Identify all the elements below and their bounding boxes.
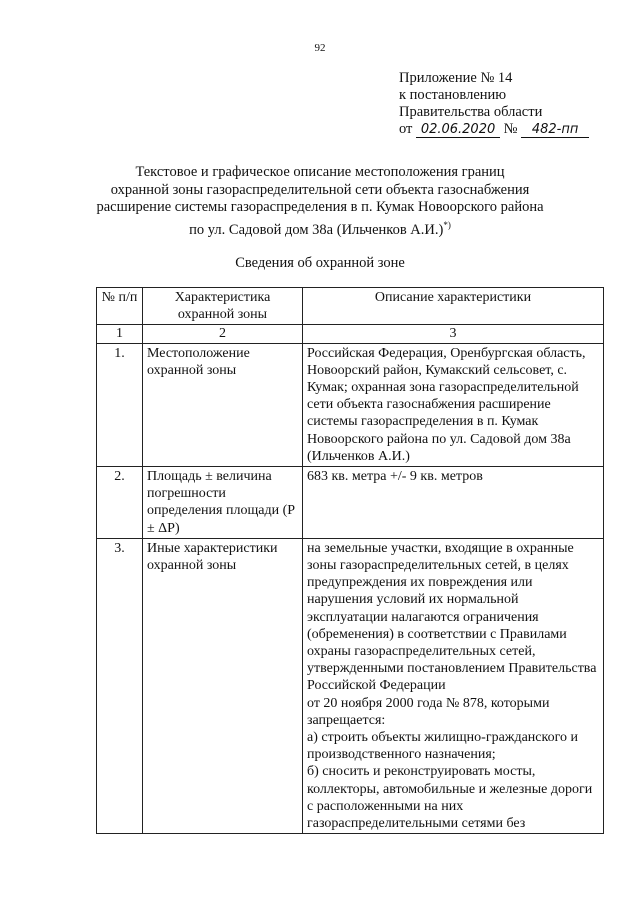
row-number: 2. (97, 467, 143, 539)
row-characteristic: Площадь ± величина погрешности определения площади (Р ± ΔР) (143, 467, 303, 539)
description-paragraph: а) строить объекты жилищно-гражданского и производственного назначения; (307, 730, 578, 763)
table-row (97, 538, 604, 833)
header-characteristic: Характеристика охранной зоны (143, 288, 303, 325)
appendix-title: Приложение № 14 (399, 70, 513, 86)
row-description (303, 538, 604, 833)
appendix-government-label: Правительства области (399, 104, 543, 120)
header-description: Описание характеристики (303, 288, 604, 325)
row-description: 683 кв. метра +/- 9 кв. метров (303, 467, 604, 539)
index-cell-1: 1 (97, 325, 143, 343)
row-number: 1. (97, 343, 143, 466)
title-line-3: расширение системы газораспределения в п. Кумак Новоорского района (96, 199, 544, 215)
row-characteristic: Местоположение охранной зоны (143, 343, 303, 466)
row-characteristic: Иные характеристики охранной зоны (143, 538, 303, 833)
page-number: 92 (314, 42, 326, 54)
description-paragraph: на земельные участки, входящие в охранные зоны газораспределительных сетей, в целях предупреждения их повреждения или нарушения условий их нормальной эксплуатации налагаются ограничения (обременения) в соответствии с Правилами охраны газораспределительных сетей, утвержденными постановлением Правительства Российской Федерации (307, 540, 597, 694)
appendix-block (399, 70, 589, 138)
from-label: от (399, 121, 413, 137)
footnote-mark: *) (443, 219, 451, 230)
index-cell-2: 2 (143, 325, 303, 343)
protection-zone-table (96, 287, 604, 834)
row-number: 3. (97, 538, 143, 833)
table-row (97, 467, 604, 539)
header-number: № п/п (97, 288, 143, 325)
title-line-4-text: по ул. Садовой дом 38а (Ильченков А.И.) (189, 221, 444, 238)
number-label: № (503, 121, 518, 137)
table-index-row (97, 325, 604, 343)
appendix-resolution-label: к постановлению (399, 87, 507, 103)
index-cell-3: 3 (303, 325, 604, 343)
handwritten-number: 482-пп (521, 122, 589, 138)
description-paragraph: от 20 ноября 2000 года № 878, которыми запрещается: (307, 695, 550, 728)
section-title: Сведения об охранной зоне (235, 255, 405, 271)
title-line-2: охранной зоны газораспределительной сети объекта газоснабжения (110, 181, 530, 198)
table-header-row (97, 288, 604, 325)
description-paragraph: б) сносить и реконструировать мосты, коллекторы, автомобильные и железные дороги с расположенными на них газораспределительными сетями без (307, 764, 593, 832)
title-line-4 (80, 217, 560, 239)
document-title (80, 164, 560, 239)
table-row (97, 343, 604, 466)
appendix-date-line (399, 121, 589, 138)
title-line-1: Текстовое и графическое описание местоположения границ (135, 164, 505, 180)
row-description: Российская Федерация, Оренбургская область, Новоорский район, Кумакский сельсовет, с. Кумак; охранная зона газораспределительной сети объекта газоснабжения расширение системы газораспределения в п. Кумак Новоорского района по ул. Садовой дом 38а (Ильченков А.И.) (303, 343, 604, 466)
handwritten-date: 02.06.2020 (416, 122, 500, 138)
